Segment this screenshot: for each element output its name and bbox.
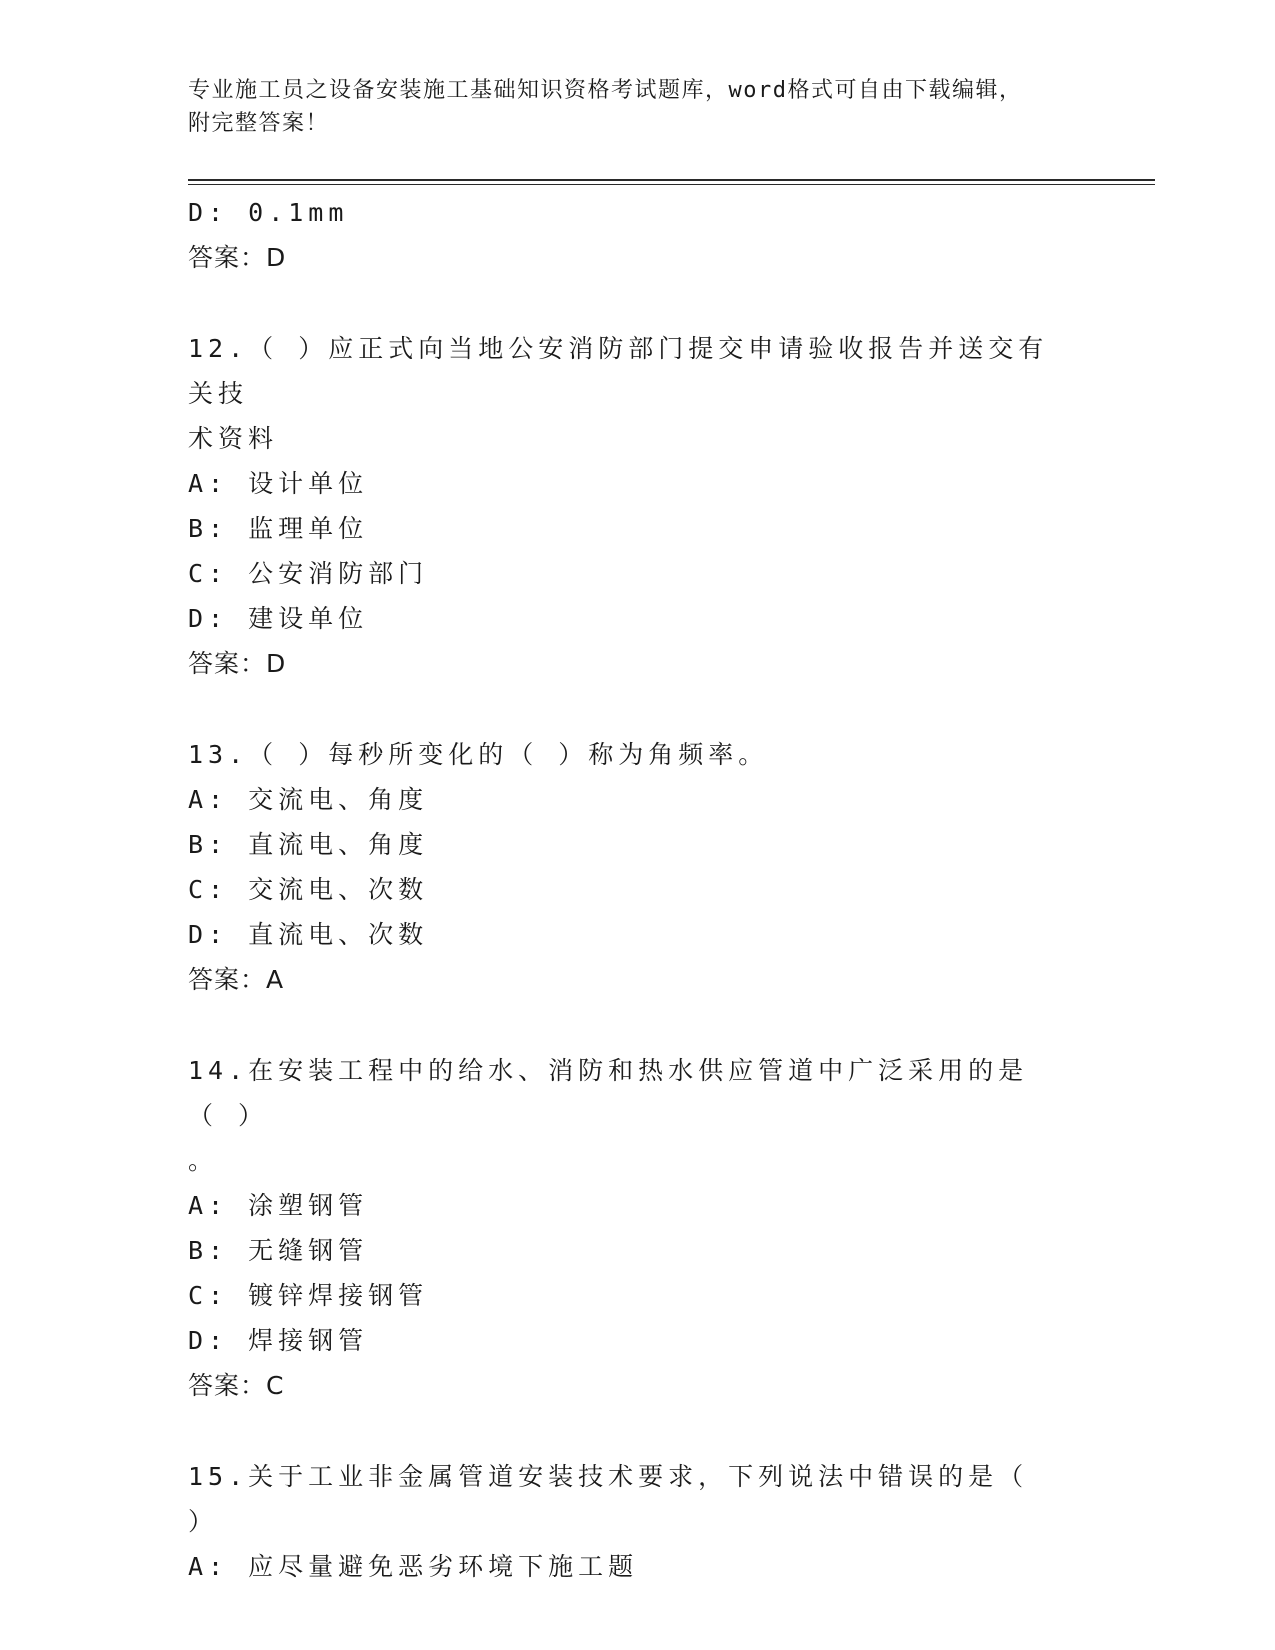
spacer: [188, 280, 1088, 326]
option-b: B: 监理单位: [188, 514, 369, 543]
option-d: D: 直流电、次数: [188, 920, 429, 949]
option-a: A: 应尽量避免恶劣环境下施工题: [188, 1552, 639, 1581]
option-b: B: 无缝钢管: [188, 1236, 369, 1265]
document-header: 专业施工员之设备安装施工基础知识资格考试题库，word格式可自由下载编辑， 附完整答案！: [188, 78, 1023, 136]
answer-line: 答案：C: [188, 1371, 285, 1400]
question-content: [188, 190, 1088, 1589]
question-stem: 14.在安装工程中的给水、消防和热水供应管道中广泛采用的是（ ） 。: [188, 1056, 1029, 1175]
spacer: [188, 1408, 1088, 1454]
option-b: B: 直流电、角度: [188, 830, 429, 859]
answer-line: 答案：A: [188, 965, 285, 994]
spacer: [188, 686, 1088, 732]
option-d: D: 0.1mm: [188, 198, 349, 227]
option-a: A: 交流电、角度: [188, 785, 429, 814]
option-a: A: 涂塑钢管: [188, 1191, 369, 1220]
option-d: D: 焊接钢管: [188, 1326, 369, 1355]
option-c: C: 镀锌焊接钢管: [188, 1281, 429, 1310]
header-rule-thin: [188, 184, 1155, 185]
option-d: D: 建设单位: [188, 604, 369, 633]
question-stem: 13.（ ）每秒所变化的（ ）称为角频率。: [188, 740, 769, 769]
answer-line: 答案：D: [188, 243, 287, 272]
question-stem: 12.（ ）应正式向当地公安消防部门提交申请验收报告并送交有关技 术资料: [188, 334, 1049, 453]
question-stem: 15.关于工业非金属管道安装技术要求，下列说法中错误的是（ ）: [188, 1462, 1049, 1536]
spacer: [188, 1002, 1088, 1048]
option-c: C: 公安消防部门: [188, 559, 429, 588]
answer-line: 答案：D: [188, 649, 287, 678]
header-rule-thick: [188, 179, 1155, 181]
option-c: C: 交流电、次数: [188, 875, 429, 904]
option-a: A: 设计单位: [188, 469, 369, 498]
